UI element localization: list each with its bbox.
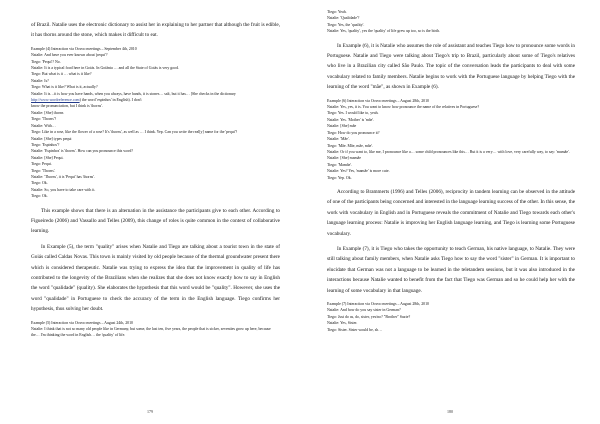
example-4-line: Natalie: 'Espinhos' is 'thorns'. How can you pronounce this word? bbox=[31, 149, 133, 154]
example-7-line: Tiego: Just do as, do, sister, yes/no? "Brother" Suzie? bbox=[327, 314, 411, 319]
example-5-continued bbox=[327, 9, 575, 35]
example-4-line: Tiego: What is it like? What is it, actually? bbox=[31, 85, 98, 90]
example-7-line: Natalie: Yes, Sister. bbox=[327, 321, 358, 326]
example-4-line: Tiego: Ok. bbox=[31, 181, 48, 186]
example-4-line: Natalie: It is…it is how you have hands, when you always, have hands, it is stones… salt, but it has… [She checks in the dictionary bbox=[31, 91, 236, 96]
example-4-line: Natalie: [She] Pequi. bbox=[31, 155, 64, 160]
right-paragraph-2: According to Brammerts (1996) and Telles (2006), reciprocity in tandem learning can be observed in the attitude of one of the participants being concerned and interested in the language learning success of the other. In this sense, the work with vocabulary in English and in Portuguese reveals the commitment of Natalie and Tiego towards each other's language learning process: Natalie is improving her English language learning, and Tiego is learning some Portuguese vocabulary. bbox=[327, 188, 575, 237]
example-6 bbox=[327, 98, 575, 181]
example-5-line: Natalie: I think that is not so many old people like in Germany, but some, the last ten, five years, the people that is sicker, seventies grow up here, because the… I'm thinking the word in English… the 'quality' of life. bbox=[31, 327, 271, 338]
left-paragraph-2: This example shows that there is an alternation in the assistance the participants give to each other. According to Figueiredo (2006) and Vassallo and Telles (2009), this change of roles is quite common in the context of collaborative learning. bbox=[31, 207, 280, 235]
left-paragraph-3: In Example (5), the term "quality" arises when Natalie and Tiego are talking about a tourist town in the state of Goiás called Caldas Novas. This town is mainly visited by old people because of the thermal groundwater present there which is considered therapeutic. Natalie was trying to express the idea that the improvement in quality of life has contributed to the longevity of the Brazilians when she realizes that she does not know exactly how to say in English the word "qualidade" (quality). She elaborates the hypothesis that this word would be "quality". However, she uses the word "qualidade" in Portuguese to check the accuracy of the term in the English language. Tiego confirms her hypothesis, thus solving her doubt. bbox=[31, 243, 280, 313]
example-4 bbox=[31, 46, 280, 200]
example-4-line: Tiego: 'Thorns'? bbox=[31, 117, 57, 122]
example-4-line: Natalie: And have you ever known about 'pequi'? bbox=[31, 53, 108, 58]
example-4-line: know the pronunciation, but I think is 'thorns'. bbox=[31, 104, 103, 109]
example-6-line: Natalie: Yes, yes, it is. You want to know how pronounce the name of the relatives in Portuguese? bbox=[327, 105, 480, 110]
example-7-title: Example (7) Interaction via Oovoo meetings – August 28th, 2010 bbox=[327, 302, 430, 306]
example-4-line: Natalie: So, you have to take care with it. bbox=[31, 187, 96, 192]
right-paragraph-3: In Example (7), it is Tiego who takes the opportunity to teach German, his native language, to Natalie. They were still talking about family members, when Natalie asks Tiego how to say the word "sister" in German. It is important to elucidate that German was not a language to be learned in the teletandem sessions, but it was also introduced in the interactions because Natalie wanted to benefit from the fact that Tiego was German and so he could help her with the learning of some vocabulary in that language. bbox=[327, 245, 575, 294]
example-4-line: Natalie: [She] thorns bbox=[31, 110, 64, 115]
example-6-line: Natalie: [She] mamãe bbox=[327, 156, 361, 161]
example-5-title: Example (5) Interaction via Oovoo meetings – August 24th, 2010 bbox=[31, 320, 134, 325]
dictionary-link[interactable]: http://www.wordreference.com bbox=[31, 98, 80, 103]
example-6-line: Natalie: Yes. 'Mother' is 'mãe'. bbox=[327, 117, 374, 122]
left-paragraph-1: of Brazil. Natalie uses the electronic dictionary to assist her in explaining to her partner that although the fruit is edible, it has thorns around the stone, which makes it difficult to eat. bbox=[31, 22, 280, 39]
example-4-line: Tiego: 'Pequi'? No. bbox=[31, 59, 61, 64]
page-number-right: 180 bbox=[447, 409, 453, 414]
example-4-title: Example (4) Interaction via Oovoo meetings – September 4th, 2010 bbox=[31, 46, 137, 51]
right-paragraph-1: In Example (6), it is Natalie who assumes the role of assistant and teaches Tiego how to pronounce some words in Portuguese. Natalie and Tiego were talking about Tiego's trip to Brazil, particularly about some of Tiego's relatives who live in a Brazilian city called São Paulo. The topic of the conversation leads the participants to deal with some vocabulary related to family members. Natalie begins to work with the Portuguese language by helping Tiego with the learning of the word "mãe", as shown in Example (6). bbox=[327, 42, 575, 91]
example-6-line: Natalie: Or if you want to, like me, I pronounce like a… some child pronounces like this… But it is a very… with love, very carefully way, to say: 'mamãe'. bbox=[327, 149, 570, 154]
example-4-line: Natalie: 'Thorns', it is 'Pequi' has 'thorns'. bbox=[31, 174, 95, 179]
example-6-line: Natalie: 'Mãe'. bbox=[327, 137, 350, 142]
example-6-line: Natalie: [She] mãe bbox=[327, 124, 357, 129]
example-5 bbox=[31, 320, 280, 339]
right-page bbox=[300, 0, 600, 424]
example-4-line: Tiego: Like in a rose, like the flower of a rose? It's 'thorns', as well as … I think. Yep. Can you write the real[y] name for the 'pequi'? bbox=[31, 130, 238, 135]
example-4-line: Tiego: Pequi. bbox=[31, 162, 52, 167]
example-7-line: Tiego: Sister. Sister would be, sh… bbox=[327, 327, 383, 332]
example-6-line: Tiego: 'Mamãe'. bbox=[327, 162, 353, 167]
example-4-line: Tiego: 'Espinhos'? bbox=[31, 142, 60, 147]
example-4-line: Natalie: With… bbox=[31, 123, 56, 128]
example-4-line: Natalie: [She] types pequi bbox=[31, 136, 72, 141]
example-5-line: Natalie: Yes, 'quality', yes the 'quality' of life grew up too, so is the birth. bbox=[327, 29, 440, 34]
example-7-line: Natalie: And how do you say sister in German? bbox=[327, 308, 401, 313]
example-4-line-with-link bbox=[31, 91, 280, 104]
example-7 bbox=[327, 301, 575, 333]
example-6-line: Tiego: Yep. Ok. bbox=[327, 175, 352, 180]
page-number-left: 179 bbox=[147, 409, 153, 414]
example-4-line: Tiego: But what is it … what is it like? bbox=[31, 72, 92, 77]
example-5-line: Tiego: Yeah. bbox=[327, 10, 347, 14]
example-6-title: Example (6) Interaction via Oovoo meetings – August 28th, 2010 bbox=[327, 98, 430, 103]
example-6-line: Natalie: Yes? Yes, 'mamãe' is more cute. bbox=[327, 169, 390, 174]
example-4-line: Natalie: Is? bbox=[31, 78, 49, 83]
example-6-line: Tiego: How do you pronounce it? bbox=[327, 130, 380, 135]
example-4-line: Tiego: 'Thorns'. bbox=[31, 168, 56, 173]
example-4-line: Tiego: Ok. bbox=[31, 194, 48, 199]
example-6-line: Tiego: 'Mãe. Mãe, mãe, mãe'. bbox=[327, 143, 373, 148]
example-5-line: Natalie: 'Qualidade'? bbox=[327, 16, 360, 21]
example-6-line: Tiego: Yes. I would like to, yeah. bbox=[327, 111, 379, 116]
example-4-line: Natalie: It is a typical food here in Goiás. In Goiânia … and all the State of Goiás is very good. bbox=[31, 66, 180, 71]
example-5-line: Tiego: Yes, the 'quality'. bbox=[327, 22, 365, 27]
example-4-line-tail: ) the word 'espinhos' in English). I don't bbox=[79, 98, 142, 103]
